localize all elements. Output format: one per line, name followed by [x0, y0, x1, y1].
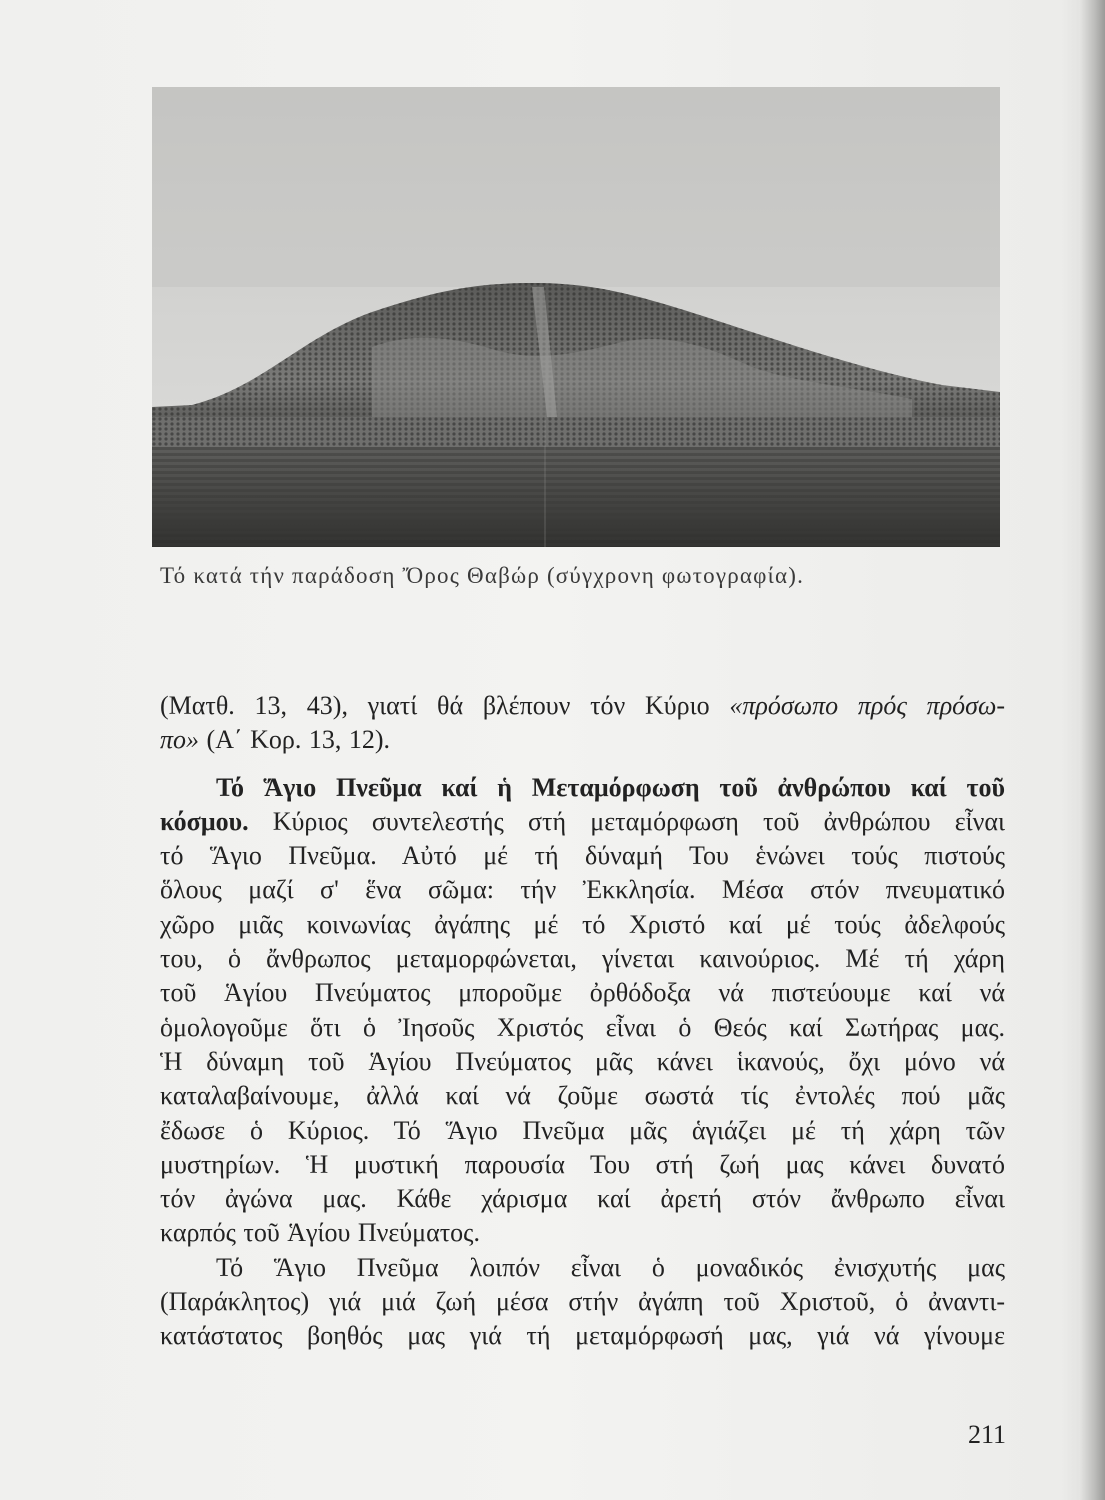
- text-line: μυστηρίων. Ἡ μυστική παρουσία Του στή ζωή μας κάνει δυνατό: [160, 1149, 1005, 1179]
- text-line: τό Ἅγιο Πνεῦμα. Αὐτό μέ τή δύναμή Του ἑνώνει τούς πιστούς: [160, 841, 1005, 871]
- text-line: πο» (Α΄ Κορ. 13, 12).: [160, 725, 391, 755]
- section-heading: Τό Ἅγιο Πνεῦμα καί ἡ Μεταμόρφωση τοῦ ἀνθρώπου καί τοῦ: [216, 772, 1005, 802]
- text-line: κατάστατος βοηθός μας γιά τή μεταμόρφωσή μας, γιά νά γίνουμε: [160, 1321, 1005, 1351]
- text-line: Ἡ δύναμη τοῦ Ἁγίου Πνεύματος μᾶς κάνει ἱκανούς, ὄχι μόνο νά: [160, 1046, 1005, 1076]
- photo-caption: Τό κατά τήν παράδοση Ὄρος Θαβώρ (σύγχρονη φωτογραφία).: [160, 563, 805, 588]
- page-edge-shadow: [1079, 0, 1105, 1500]
- text-line: τόν ἀγώνα μας. Κάθε χάρισμα καί ἀρετή στόν ἄνθρωπο εἶναι: [160, 1184, 1005, 1214]
- mountain-photo-icon: [152, 87, 1000, 547]
- text-line: (Παράκλητος) γιά μιά ζωή μέσα στήν ἀγάπη τοῦ Χριστοῦ, ὁ ἀναντι-: [160, 1287, 1005, 1317]
- text-line: κόσμου. Κύριος συντελεστής στή μεταμόρφωση τοῦ ἀνθρώπου εἶναι: [160, 806, 1005, 836]
- body-text: [160, 689, 1005, 1354]
- text-line: Τό Ἅγιο Πνεῦμα λοιπόν εἶναι ὁ μοναδικός ἐνισχυτής μας: [216, 1252, 1005, 1282]
- mount-tabor-photo: [152, 87, 1000, 547]
- text-line: ὅλους μαζί σ' ἕνα σῶμα: τήν Ἐκκλησία. Μέσα στόν πνευματικό: [160, 875, 1005, 905]
- text-line: ὁμολογοῦμε ὅτι ὁ Ἰησοῦς Χριστός εἶναι ὁ Θεός καί Σωτήρας μας.: [160, 1012, 1005, 1042]
- text-line: καρπός τοῦ Ἁγίου Πνεύματος.: [160, 1218, 480, 1248]
- page-number: 211: [968, 1420, 1007, 1449]
- text-line: χῶρο μιᾶς κοινωνίας ἀγάπης μέ τό Χριστό καί μέ τούς ἀδελφούς: [160, 909, 1005, 939]
- text-line: ἔδωσε ὁ Κύριος. Τό Ἅγιο Πνεῦμα μᾶς ἁγιάζει μέ τή χάρη τῶν: [160, 1115, 1005, 1145]
- text-line: καταλαβαίνουμε, ἀλλά καί νά ζοῦμε σωστά τίς ἐντολές πού μᾶς: [160, 1081, 1005, 1111]
- text-line: του, ὁ ἄνθρωπος μεταμορφώνεται, γίνεται καινούριος. Μέ τή χάρη: [160, 944, 1005, 974]
- text-line: τοῦ Ἁγίου Πνεύματος μποροῦμε ὀρθόδοξα νά πιστεύουμε καί νά: [160, 978, 1005, 1008]
- text-line: (Ματθ. 13, 43), γιατί θά βλέπουν τόν Κύριο «πρόσωπο πρός πρόσω-: [160, 691, 1005, 720]
